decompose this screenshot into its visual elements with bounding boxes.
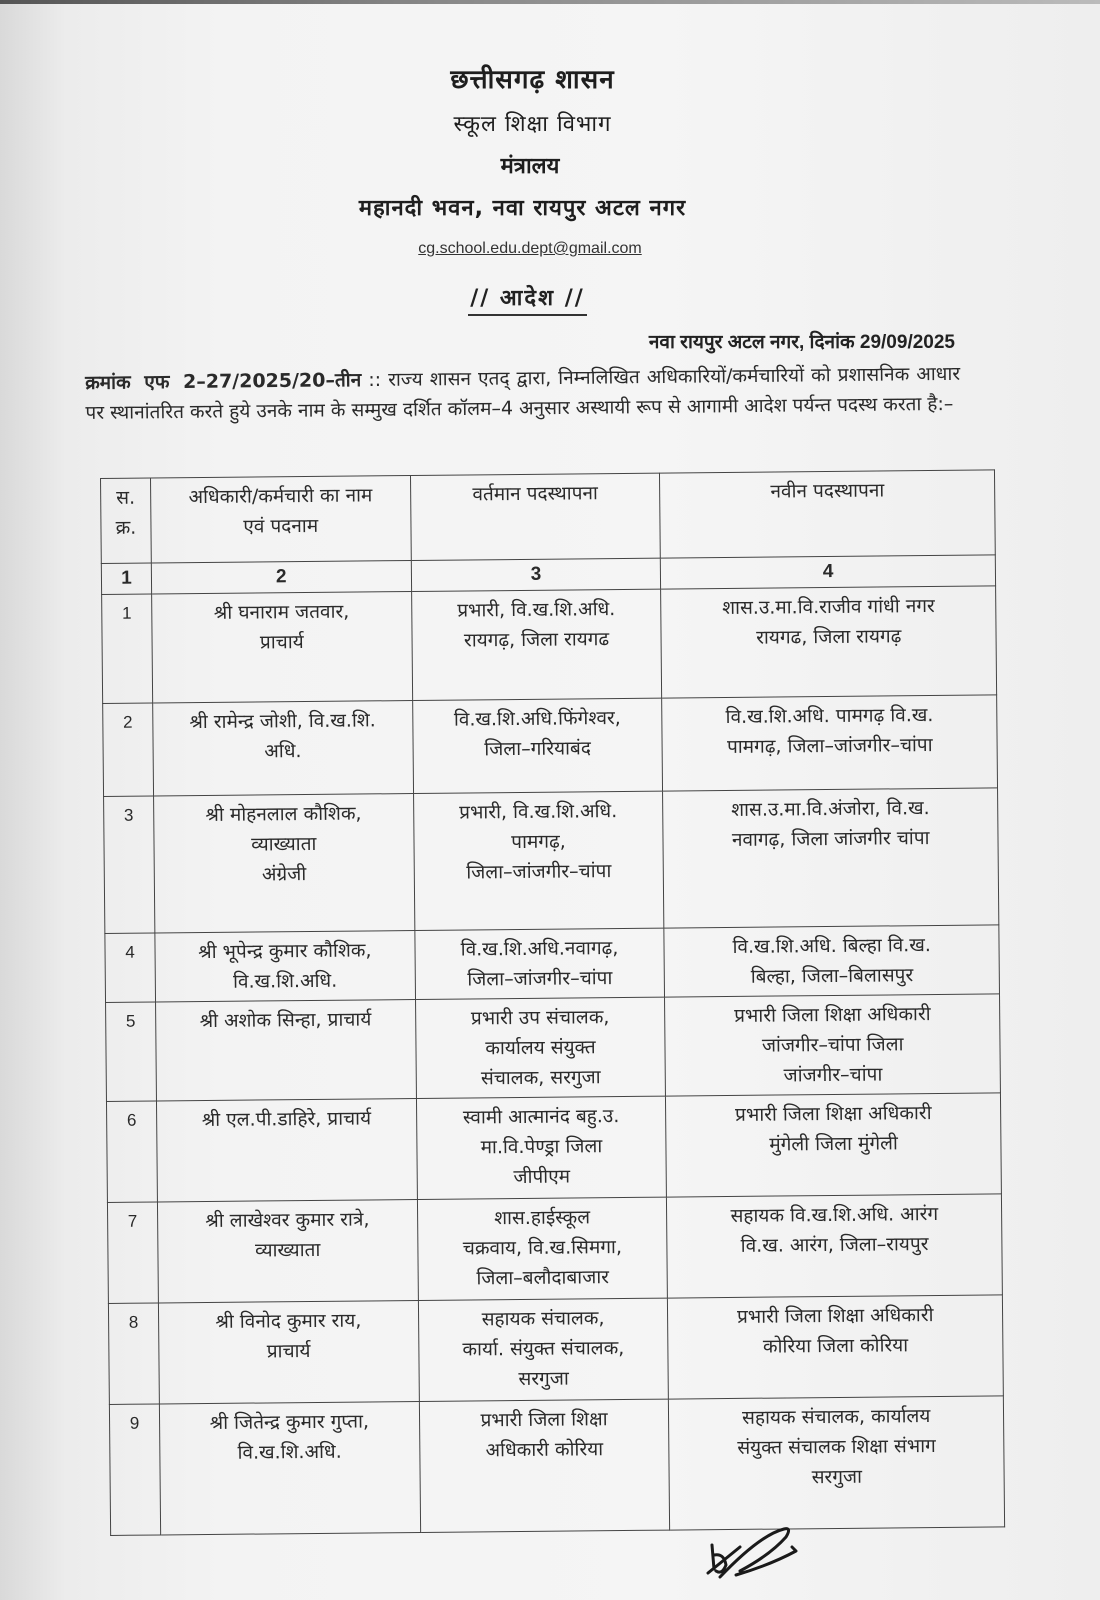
department-name: स्कूल शिक्षा विभाग: [453, 112, 612, 137]
order-intro-text: :: राज्य शासन एतद् द्वारा, निम्नलिखित अधिकारियों/कर्मचारियों को प्रशासनिक आधार पर स्थानांतरित करते हुये उनके नाम के सम्मुख दर्शित कॉलम–4 अनुसार अस्थायी रूप से आगामी आदेश पर्यन्त पदस्थ करता है:–: [85, 362, 961, 424]
table-row: [103, 695, 998, 797]
new-posting-cell: [666, 1093, 1002, 1197]
cell-line: प्राचार्य: [266, 1340, 311, 1363]
cell-line: प्राचार्य: [259, 631, 304, 654]
current-posting-cell: [415, 997, 666, 1098]
row-serial-number: 1: [102, 594, 153, 703]
cell-line: संचालक, सरगुजा: [480, 1066, 601, 1090]
new-posting-cell: [667, 1194, 1003, 1298]
table-row: [104, 788, 999, 934]
cell-line: शास.उ.मा.वि.राजीव गांधी नगर: [722, 594, 935, 620]
table-row: [102, 586, 997, 704]
current-posting-cell: [414, 928, 664, 999]
department-email-link[interactable]: cg.school.edu.dept@gmail.com: [418, 240, 642, 257]
cell-line: प्रभारी उप संचालक,: [470, 1006, 610, 1030]
cell-line: नवागढ़, जिला जांजगीर चांपा: [731, 827, 930, 851]
cell-line: मुंगेली जिला मुंगेली: [769, 1132, 899, 1156]
cell-line: व्याख्याता: [254, 1238, 321, 1262]
cell-line: वि.ख.शि.अधि.: [237, 1440, 342, 1464]
current-posting-cell: [419, 1399, 670, 1532]
office-address: महानदी भवन, नवा रायपुर अटल नगर: [358, 196, 687, 221]
cell-line: शास.उ.मा.वि.अंजोरा, वि.ख.: [731, 797, 930, 821]
new-posting-cell: [664, 925, 999, 997]
column-number: 1: [101, 563, 151, 594]
cell-line: स्वामी आत्मानंद बहु.उ.: [462, 1105, 620, 1129]
cell-line: जीपीएम: [513, 1165, 571, 1189]
cell-line: जिला–बलौदाबाजार: [476, 1266, 610, 1290]
cell-line: श्री लाखेश्वर कुमार रात्रे,: [205, 1208, 370, 1233]
cell-line: अधिकारी कोरिया: [485, 1438, 604, 1462]
new-posting-cell: [663, 788, 999, 928]
cell-line: सरगुजा: [811, 1465, 863, 1489]
cell-line: वि.ख. आरंग, जिला–रायपुर: [740, 1233, 929, 1257]
row-serial-number: 3: [104, 796, 155, 933]
table-row: [105, 925, 1000, 1003]
officer-name-cell: [158, 1300, 419, 1403]
cell-line: वि.ख.शि.अधि.नवागढ़,: [460, 937, 619, 961]
current-posting-cell: [412, 698, 663, 793]
row-serial-number: 7: [107, 1202, 158, 1303]
header-name-designation: [150, 476, 410, 563]
header-sno-line: स.: [116, 486, 136, 509]
cell-line: श्री एल.पी.डाहिरे, प्राचार्य: [201, 1107, 372, 1132]
cell-line: जांजगीर–चांपा: [783, 1063, 883, 1087]
table-row: [106, 1093, 1001, 1203]
officer-name-cell: [156, 1098, 417, 1201]
current-posting-cell: [416, 1096, 667, 1199]
new-posting-cell: [662, 695, 997, 791]
table-row: [106, 994, 1001, 1102]
cell-line: कार्या. संयुक्त संचालक,: [462, 1337, 625, 1361]
cell-line: संयुक्त संचालक शिक्षा संभाग: [737, 1435, 936, 1459]
cell-line: जांजगीर–चांपा जिला: [761, 1033, 904, 1057]
cell-line: प्रभारी जिला शिक्षा अधिकारी: [736, 1304, 934, 1328]
new-posting-cell: [665, 994, 1001, 1096]
cell-line: सहायक संचालक,: [481, 1307, 605, 1331]
current-posting-cell: [418, 1298, 669, 1401]
new-posting-cell: [661, 586, 997, 698]
officer-name-cell: [152, 592, 413, 703]
letterhead: [0, 60, 1100, 316]
cell-line: श्री विनोद कुमार राय,: [215, 1309, 362, 1333]
order-reference-number: क्रमांक एफ 2–27/2025/20–तीन: [85, 369, 362, 394]
cell-line: वि.ख.शि.अधि.: [232, 969, 338, 993]
row-serial-number: 6: [106, 1101, 157, 1202]
column-number: 2: [151, 561, 411, 594]
officer-name-cell: [154, 794, 415, 933]
cell-line: व्याख्याता: [251, 832, 317, 856]
cell-line: अधि.: [264, 740, 302, 763]
row-serial-number: 2: [103, 703, 154, 796]
cell-line: वि.ख.शि.अधि. बिल्हा वि.ख.: [732, 934, 931, 958]
column-number: 4: [661, 555, 996, 589]
cell-line: प्रभारी जिला शिक्षा: [480, 1408, 608, 1432]
cell-line: रायगढ, जिला रायगढ़: [756, 625, 902, 649]
cell-line: वि.ख.शि.अधि.फिंगेश्वर,: [453, 707, 621, 731]
current-posting-cell: [411, 589, 662, 700]
cell-line: अंग्रेजी: [261, 863, 307, 886]
header-sno-line: क्र.: [115, 516, 137, 539]
cell-line: बिल्हा, जिला–बिलासपुर: [750, 964, 914, 988]
cell-line: सरगुजा: [518, 1367, 569, 1391]
cell-line: पामगढ़, जिला–जांजगीर–चांपा: [726, 734, 933, 758]
page-top-edge: [0, 0, 1100, 4]
table-row: [109, 1396, 1004, 1536]
handwritten-signature-icon: [700, 1525, 810, 1585]
header-serial-number: [101, 478, 152, 563]
row-serial-number: 4: [105, 933, 156, 1002]
cell-line: कोरिया जिला कोरिया: [762, 1334, 909, 1358]
order-intro-paragraph: [85, 359, 961, 428]
header-name-line: एवं पदनाम: [243, 514, 319, 538]
row-serial-number: 5: [106, 1002, 157, 1101]
row-serial-number: 9: [109, 1404, 160, 1535]
cell-line: वि.ख.शि.अधि. पामगढ़ वि.ख.: [725, 704, 934, 729]
cell-line: श्री भूपेन्द्र कुमार कौशिक,: [198, 939, 372, 964]
cell-line: श्री मोहनलाल कौशिक,: [205, 802, 362, 827]
cell-line: प्रभारी जिला शिक्षा अधिकारी: [735, 1102, 932, 1126]
officer-name-cell: [157, 1199, 418, 1302]
table-header-row: [101, 470, 996, 564]
cell-line: श्री रामेन्द्र जोशी, वि.ख.शि.: [189, 709, 376, 734]
row-serial-number: 8: [108, 1303, 159, 1404]
cell-line: श्री अशोक सिन्हा, प्राचार्य: [199, 1008, 372, 1033]
cell-line: प्रभारी, वि.ख.शि.अधि.: [457, 598, 616, 622]
cell-line: पामगढ़,: [511, 830, 566, 854]
cell-line: मा.वि.पेण्ड्रा जिला: [480, 1135, 603, 1159]
cell-line: रायगढ़, जिला रायगढ: [463, 628, 610, 652]
column-number: 3: [411, 558, 661, 591]
cell-line: शास.हाईस्कूल: [494, 1206, 591, 1230]
cell-line: जिला–गरियाबंद: [484, 737, 592, 761]
transfer-table: [100, 469, 1005, 1536]
officer-name-cell: [155, 931, 415, 1002]
cell-line: प्रभारी, वि.ख.शि.अधि.: [459, 800, 618, 824]
cell-line: सहायक वि.ख.शि.अधि. आरंग: [730, 1202, 939, 1227]
table-row: [107, 1194, 1002, 1304]
header-current-posting: वर्तमान पदस्थापना: [410, 473, 661, 560]
new-posting-cell: [668, 1295, 1004, 1399]
government-name: छत्तीसगढ़ शासन: [450, 65, 615, 95]
header-new-posting: नवीन पदस्थापना: [660, 470, 995, 558]
cell-line: जिला–जांजगीर–चांपा: [467, 967, 613, 991]
officer-name-cell: [153, 701, 414, 796]
officer-name-cell: [155, 999, 416, 1100]
ministry-name: मंत्रालय: [500, 154, 560, 179]
cell-line: श्री घनाराम जतवार,: [213, 600, 350, 624]
order-title: // आदेश //: [468, 282, 587, 316]
cell-line: प्रभारी जिला शिक्षा अधिकारी: [734, 1003, 931, 1027]
current-posting-cell: [417, 1197, 668, 1300]
cell-line: कार्यालय संयुक्त: [485, 1036, 596, 1060]
current-posting-cell: [413, 791, 664, 930]
new-posting-cell: [669, 1396, 1005, 1530]
header-name-line: अधिकारी/कर्मचारी का नाम: [188, 484, 373, 509]
officer-name-cell: [159, 1401, 420, 1534]
place-and-date: नवा रायपुर अटल नगर, दिनांक 29/09/2025: [648, 332, 955, 353]
cell-line: चक्रवाय, वि.ख.सिमगा,: [462, 1236, 623, 1260]
cell-line: सहायक संचालक, कार्यालय: [742, 1405, 931, 1429]
cell-line: श्री जितेन्द्र कुमार गुप्ता,: [209, 1410, 370, 1434]
table-row: [108, 1295, 1003, 1405]
cell-line: जिला–जांजगीर–चांपा: [466, 860, 612, 884]
